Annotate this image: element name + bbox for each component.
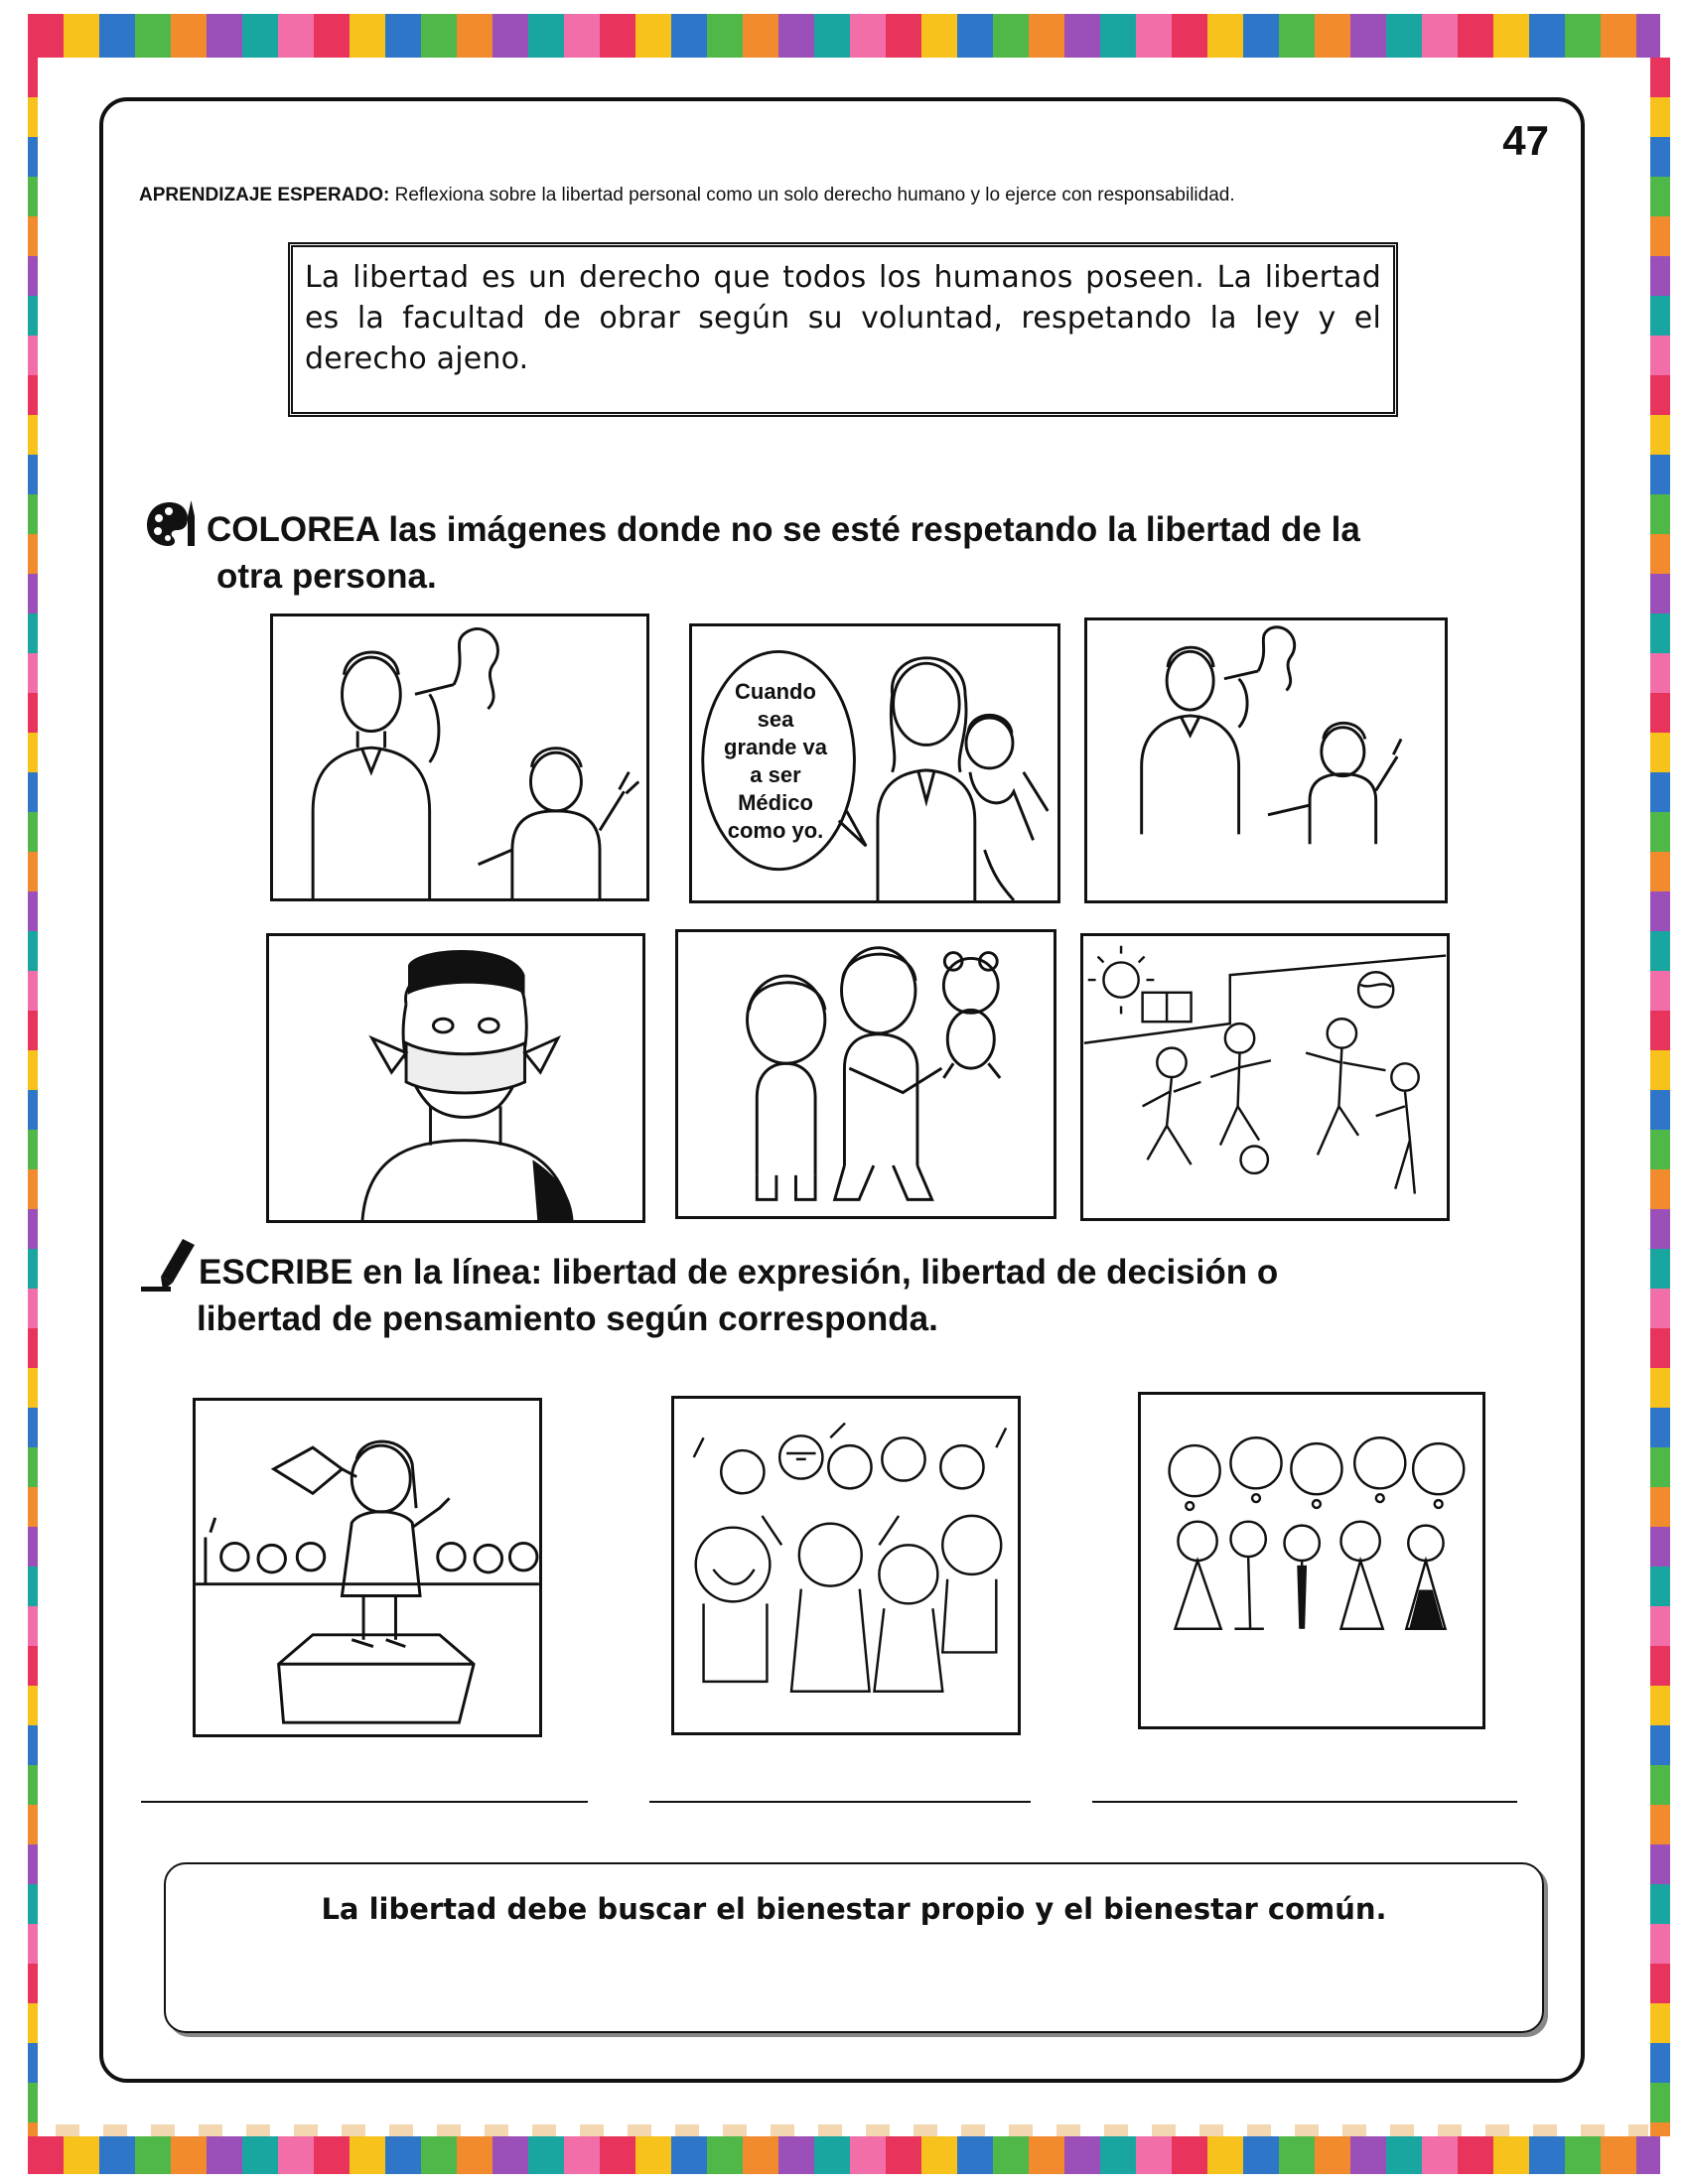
picture-person-with-mask[interactable] xyxy=(266,933,645,1223)
objective-label: APRENDIZAJE ESPERADO: xyxy=(139,185,390,205)
conclusion-text: La libertad debe buscar el bienestar propio y el bienestar común. xyxy=(321,1892,1387,1926)
definition-box xyxy=(288,242,1398,417)
writing-instruction-line2: libertad de pensamiento según corresponda. xyxy=(197,1299,938,1338)
coloring-instruction-line1: COLOREA las imágenes donde no se esté respetando la libertad de la xyxy=(207,510,1360,549)
picture-doctor-with-child[interactable] xyxy=(689,623,1060,903)
answer-line-3[interactable] xyxy=(1092,1801,1517,1803)
picture-girl-with-megaphone[interactable] xyxy=(193,1398,542,1737)
picture-man-smoking-near-boy[interactable] xyxy=(270,614,649,901)
writing-instruction-line1: ESCRIBE en la línea: libertad de expresión, libertad de decisión o xyxy=(199,1253,1279,1292)
picture-child-taking-toy[interactable] xyxy=(675,929,1056,1219)
learning-objective xyxy=(139,185,1549,206)
picture-group-of-children[interactable] xyxy=(671,1396,1021,1735)
speech-bubble-text: Cuando sea grande va a ser Médico como yo. xyxy=(724,679,827,843)
answer-line-2[interactable] xyxy=(649,1801,1031,1803)
coloring-instruction xyxy=(149,506,1519,600)
pencil-border-bottom xyxy=(28,2136,1660,2174)
conclusion-box xyxy=(164,1862,1544,2033)
pencil-border-left xyxy=(28,58,38,2136)
coloring-instruction-line2: otra persona. xyxy=(216,557,437,596)
pencil-border-right xyxy=(1650,58,1670,2136)
picture-children-thinking[interactable] xyxy=(1138,1392,1485,1729)
picture-children-playing-ball[interactable] xyxy=(1080,933,1450,1221)
answer-line-1[interactable] xyxy=(141,1801,588,1803)
objective-text: Reflexiona sobre la libertad personal como un solo derecho humano y lo ejerce con responsabilidad. xyxy=(389,185,1235,205)
pencil-border-top xyxy=(28,14,1660,58)
writing-instruction xyxy=(139,1249,1509,1342)
page-number: 47 xyxy=(1502,117,1549,164)
definition-text: La libertad es un derecho que todos los humanos poseen. La libertad es la facultad de obrar según su voluntad, respetando la ley y el derecho ajeno. xyxy=(305,260,1381,376)
picture-man-smoking-near-boy-2[interactable] xyxy=(1084,617,1448,903)
